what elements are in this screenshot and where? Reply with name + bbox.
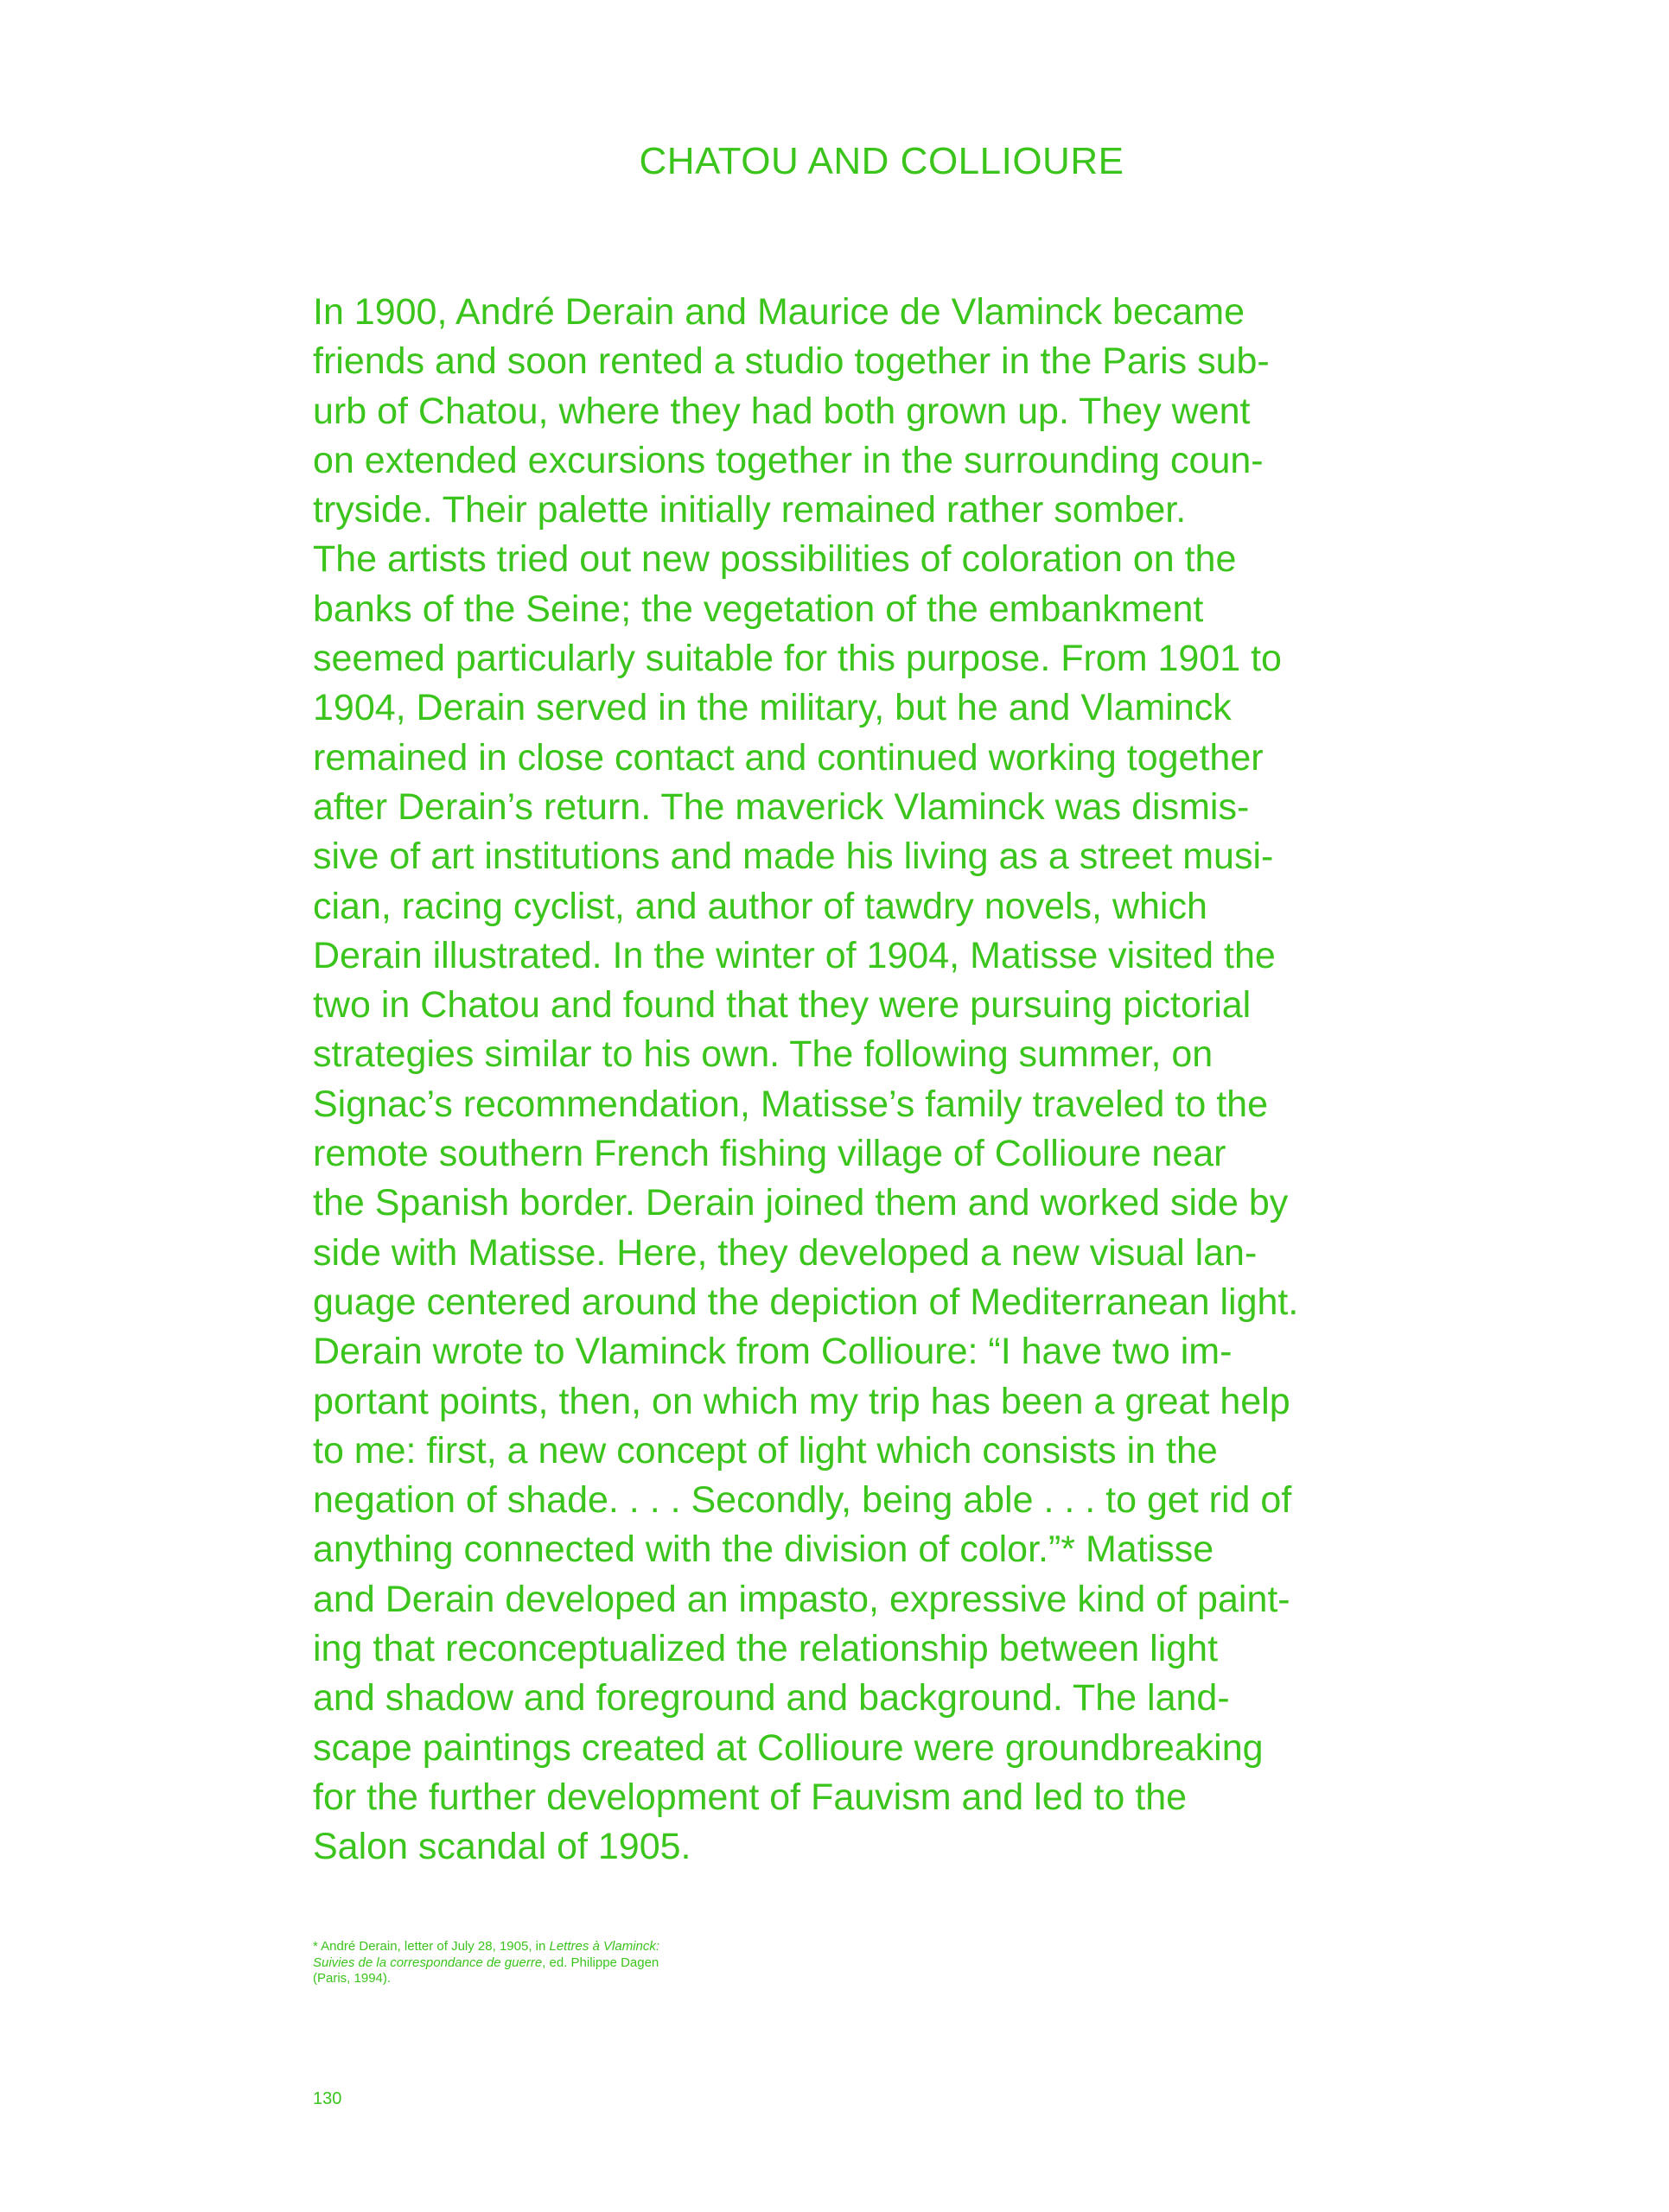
body-line: and Derain developed an impasto, expressive kind of paint- [313,1578,1290,1620]
body-line: The artists tried out new possibilities of coloration on the [313,538,1237,581]
footnote-line-1: * André Derain, letter of July 28, 1905, in Lettres à Vlaminck: [313,1939,660,1954]
page-number: 130 [313,2089,342,2108]
body-line: portant points, then, on which my trip has been a great help [313,1380,1290,1422]
body-line: strategies similar to his own. The following summer, on [313,1033,1214,1076]
body-line: Derain illustrated. In the winter of 1904, Matisse visited the [313,934,1276,976]
footnote-subtitle-italic: Suivies de la correspondance de guerre [313,1955,543,1970]
body-line: 1904, Derain served in the military, but he and Vlaminck [313,687,1232,729]
footnote-line-3: (Paris, 1994). [313,1971,392,1986]
body-line: tryside. Their palette initially remained rather somber. [313,489,1187,531]
body-line: for the further development of Fauvism and led to the [313,1776,1188,1818]
body-line: Derain wrote to Vlaminck from Collioure: “I have two im- [313,1331,1233,1373]
body-line: friends and soon rented a studio together in the Paris sub- [313,340,1270,383]
body-line: urb of Chatou, where they had both grown up. They went [313,390,1251,432]
body-line: to me: first, a new concept of light which consists in the [313,1429,1218,1471]
body-line: In 1900, André Derain and Maurice de Vlaminck became [313,291,1245,333]
body-line: Salon scandal of 1905. [313,1826,691,1868]
page-title: CHATOU AND COLLIOURE [639,140,1124,182]
footnote-title-italic: Lettres à Vlaminck: [549,1939,660,1954]
body-paragraph [313,288,1462,1872]
body-line: Signac’s recommendation, Matisse’s family traveled to the [313,1083,1268,1125]
body-line: guage centered around the depiction of Mediterranean light. [313,1281,1299,1323]
footnote-line-2: Suivies de la correspondance de guerre, ed. Philippe Dagen [313,1955,659,1970]
body-line: ing that reconceptualized the relationship between light [313,1628,1219,1670]
body-line: seemed particularly suitable for this purpose. From 1901 to [313,638,1282,680]
body-line: after Derain’s return. The maverick Vlaminck was dismis- [313,785,1250,828]
body-line: remained in close contact and continued working together [313,736,1264,779]
body-line: and shadow and foreground and background. The land- [313,1677,1230,1719]
body-line: remote southern French fishing village of Collioure near [313,1133,1226,1175]
body-line: two in Chatou and found that they were pursuing pictorial [313,984,1252,1027]
body-line: side with Matisse. Here, they developed a new visual lan- [313,1231,1258,1274]
body-line: scape paintings created at Collioure were groundbreaking [313,1726,1264,1769]
body-line: the Spanish border. Derain joined them and worked side by [313,1182,1289,1224]
body-line: cian, racing cyclist, and author of tawdry novels, which [313,885,1207,927]
footnote [313,1939,797,1987]
body-line: negation of shade. . . . Secondly, being able . . . to get rid of [313,1479,1292,1522]
body-line: banks of the Seine; the vegetation of the embankment [313,588,1204,630]
body-line: anything connected with the division of color.”* Matisse [313,1529,1214,1571]
body-line: on extended excursions together in the surrounding coun- [313,439,1264,481]
body-line: sive of art institutions and made his living as a street musi- [313,836,1274,878]
